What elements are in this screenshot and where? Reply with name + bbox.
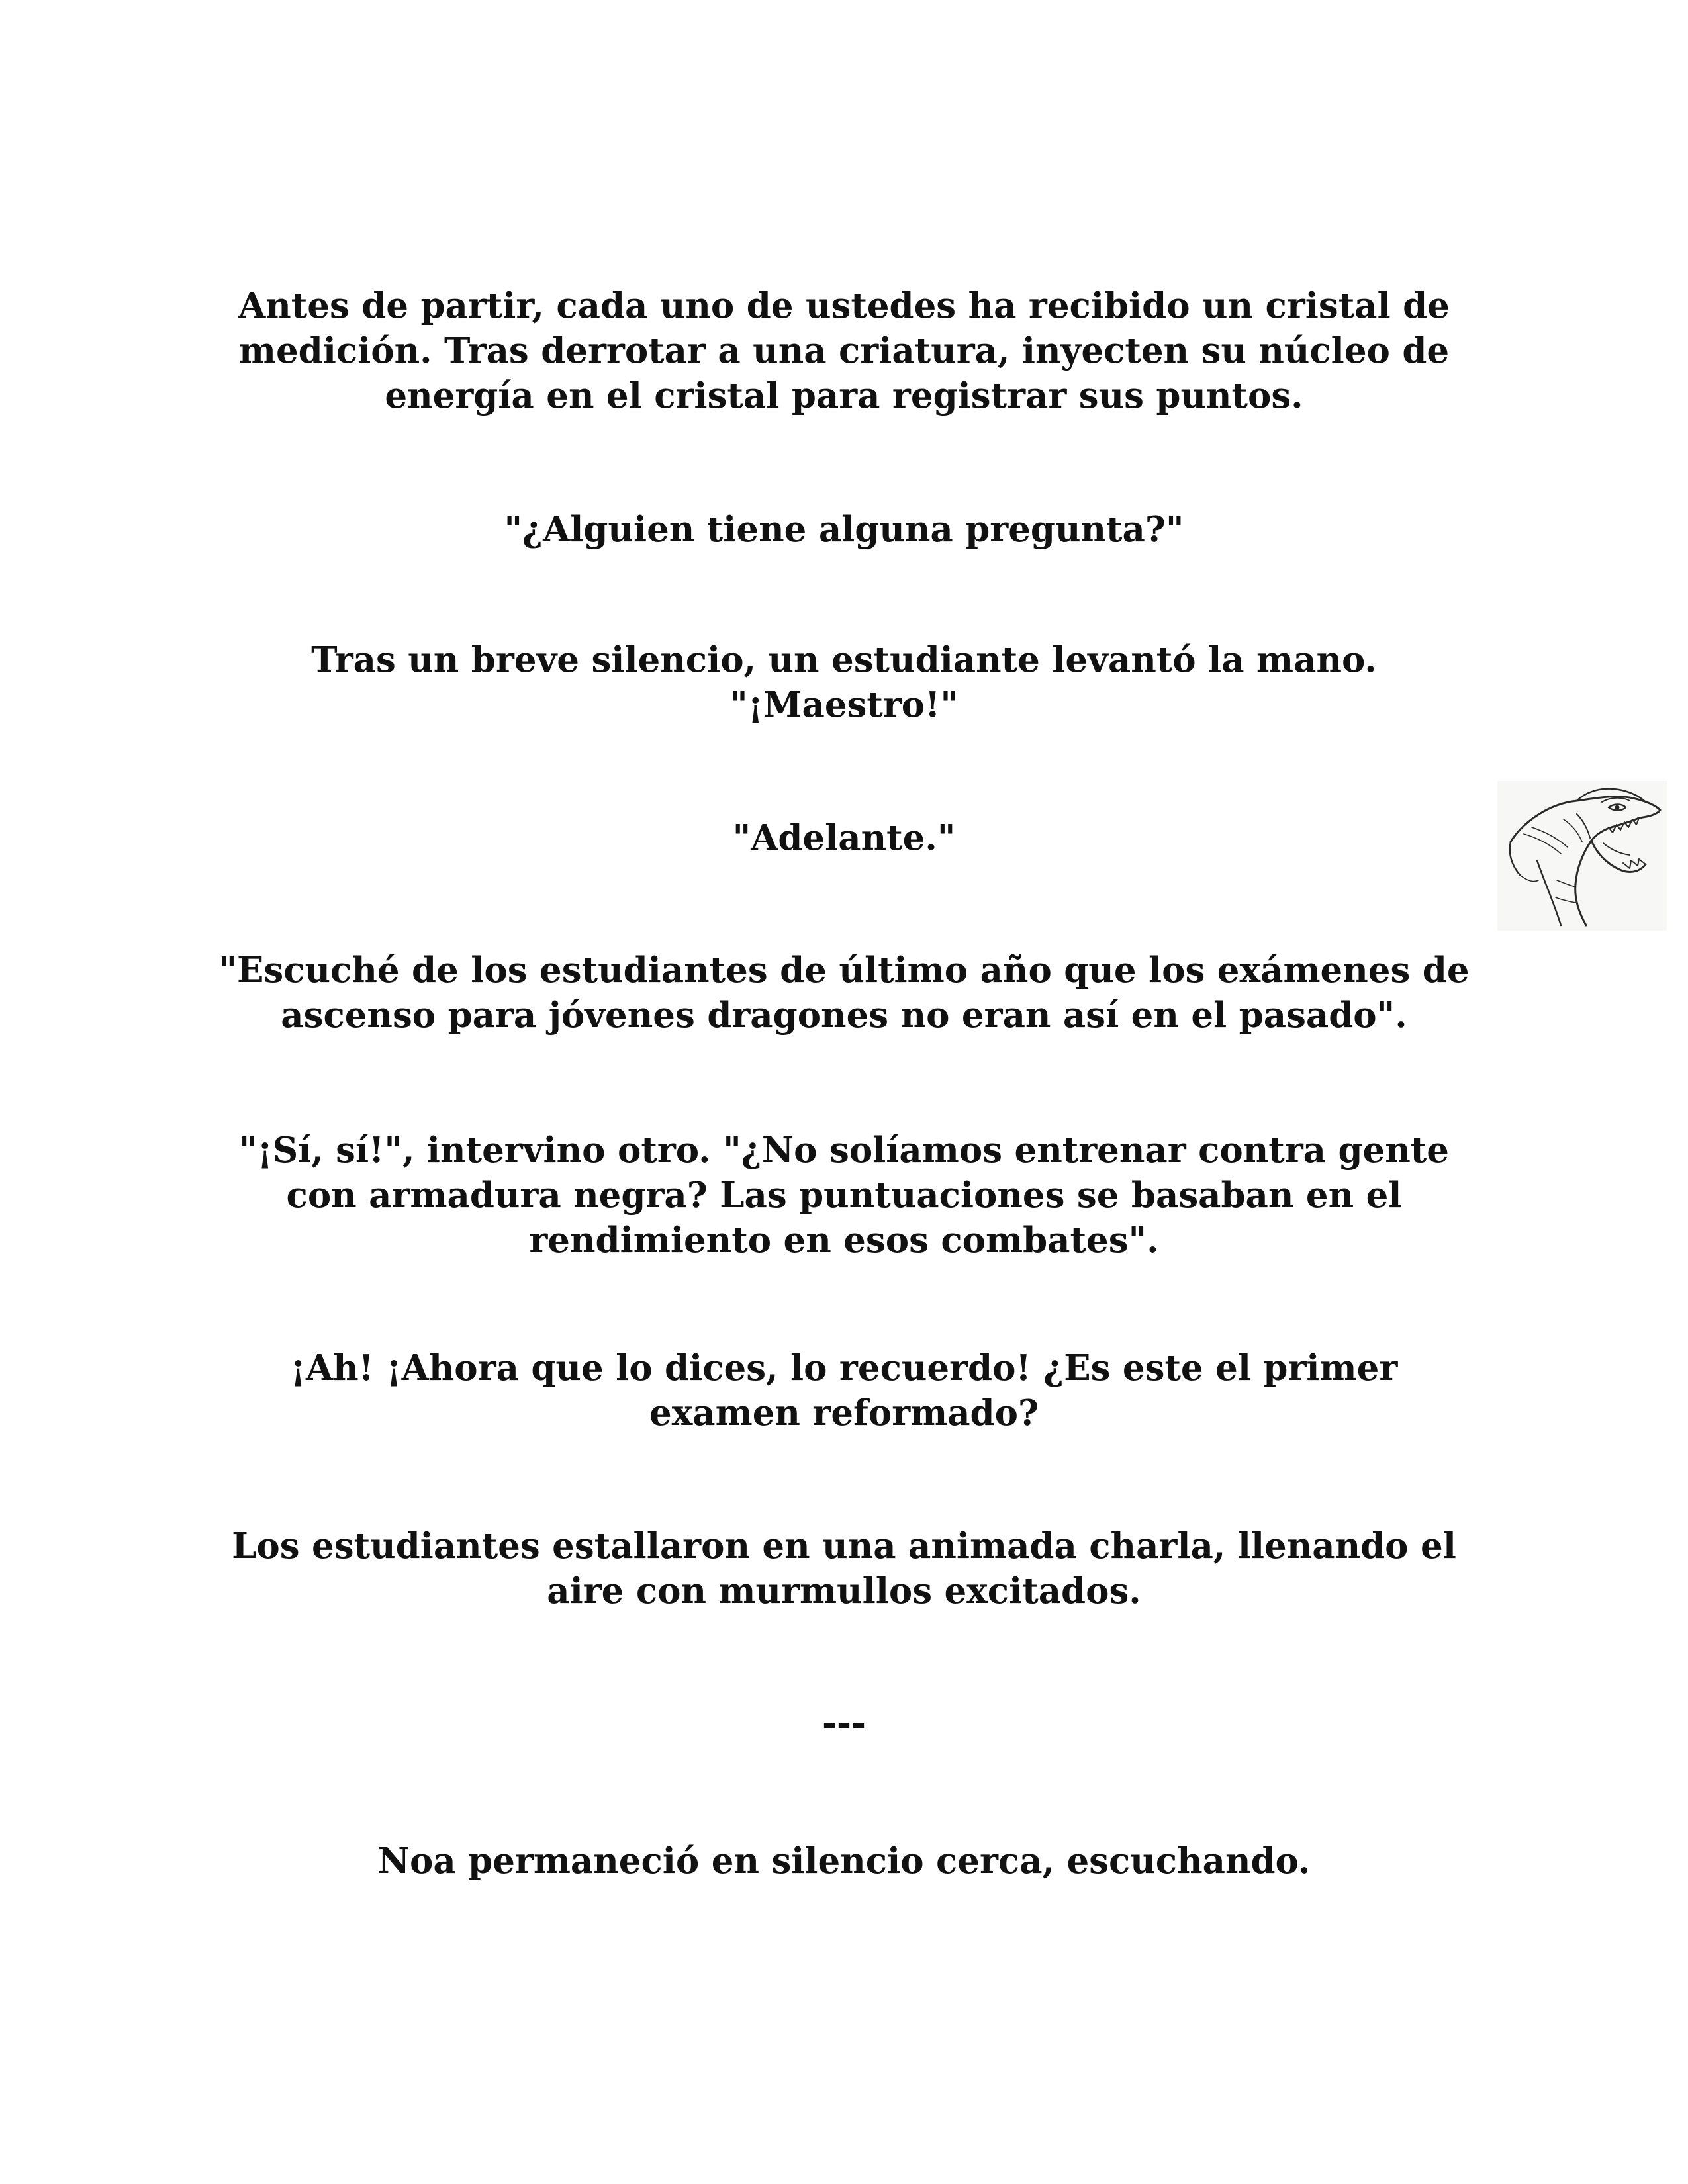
text-line: ascenso para jóvenes dragones no eran así en el pasado". — [281, 995, 1407, 1036]
text-line: Noa permaneció en silencio cerca, escuchando. — [377, 1841, 1311, 1882]
text-line: "Adelante." — [732, 817, 956, 858]
text-line: examen reformado? — [649, 1392, 1039, 1433]
text-line: ¡Ah! ¡Ahora que lo dices, lo recuerdo! ¿Es este el primer — [290, 1347, 1398, 1388]
paragraph-student-raises-hand — [0, 637, 1688, 727]
text-line: energía en el cristal para registrar sus puntos. — [385, 375, 1303, 416]
text-line: "Escuché de los estudiantes de último año que los exámenes de — [218, 950, 1470, 991]
paragraph-lively-chatter — [0, 1524, 1688, 1614]
text-line: con armadura negra? Las puntuaciones se basaban en el — [286, 1175, 1402, 1216]
text-line: "¡Sí, sí!", intervino otro. "¿No solíamos entrenar contra gente — [238, 1130, 1449, 1171]
paragraph-exams-past — [0, 948, 1688, 1038]
text-line: Los estudiantes estallaron en una animada charla, llenando el — [232, 1525, 1456, 1567]
text-line: "¿Alguien tiene alguna pregunta?" — [504, 509, 1184, 550]
text-line: "¡Maestro!" — [729, 684, 959, 725]
scene-break-separator — [0, 1701, 1688, 1746]
text-line: Antes de partir, cada uno de ustedes ha recibido un cristal de — [238, 285, 1450, 326]
text-line: medición. Tras derrotar a una criatura, inyecten su núcleo de — [238, 330, 1450, 371]
dragon-head-sketch-icon — [1497, 781, 1667, 931]
text-line: rendimiento en esos combates". — [529, 1220, 1159, 1261]
paragraph-questions — [0, 507, 1688, 552]
text-line: aire con murmullos excitados. — [547, 1570, 1141, 1612]
paragraph-crystal-instructions — [0, 283, 1688, 418]
paragraph-noa-listening — [0, 1839, 1688, 1884]
paragraph-black-armor — [0, 1128, 1688, 1263]
text-line: Tras un breve silencio, un estudiante levantó la mano. — [311, 639, 1377, 680]
paragraph-reformed-exam — [0, 1345, 1688, 1435]
text-line: --- — [822, 1703, 866, 1744]
paragraph-go-ahead — [0, 815, 1688, 860]
